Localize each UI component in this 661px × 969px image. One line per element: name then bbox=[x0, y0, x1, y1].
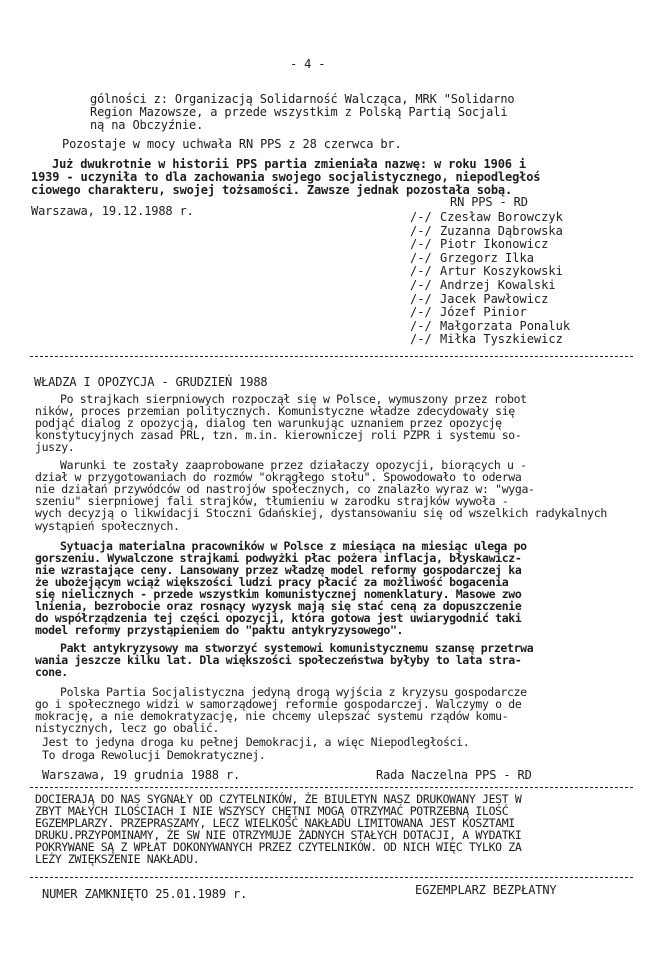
notice-line: POKRYWANE SĄ Z WPŁAT DOKONYWANYCH PRZEZ CZYTELNIKÓW. OD NICH WIĘC TYLKO ZA bbox=[35, 840, 522, 854]
article-line: model reformy przystąpieniem do "paktu antykryzysowego". bbox=[35, 623, 404, 637]
top-text-line-1: gólności z: Organizacją Solidarność Walcząca, MRK "Solidarno bbox=[90, 92, 515, 106]
signature-mark: /-/ bbox=[410, 223, 432, 238]
place-date-1: Warszawa, 19.12.1988 r. bbox=[31, 204, 194, 218]
signatory-name: Małgorzata Ponaluk bbox=[440, 318, 571, 333]
signature-mark: /-/ bbox=[410, 264, 432, 279]
article-line: Polska Partia Socjalistyczna jedyną drogą wyjścia z kryzysu gospodarcze bbox=[60, 685, 527, 699]
signatory-name: Zuzanna Dąbrowska bbox=[440, 223, 563, 238]
article-line: do współrządzenia tej części opozycji, która gotowa jest uwiarygodnić taki bbox=[35, 611, 522, 625]
signatory-name: Grzegorz Ilka bbox=[440, 250, 534, 265]
notice-line: EGZEMPLARZY. PRZEPRASZAMY, LECZ WIELKOŚĆ NAKŁADU LIMITOWANA JEST KOSZTAMI bbox=[35, 816, 515, 830]
signature-mark: /-/ bbox=[410, 305, 432, 320]
notice-line: DRUKU.PRZYPOMINAMY, ŻE SW NIE OTRZYMUJE ŻADNYCH STAŁYCH DOTACJI, A WYDATKI bbox=[35, 828, 522, 842]
signature-mark: /-/ bbox=[410, 237, 432, 252]
signature-mark: /-/ bbox=[410, 318, 432, 333]
article-line: mokrację, a nie demokratyzację, nie chcemy ulepszać systemu rządów komu- bbox=[35, 709, 509, 723]
signatory-name: Artur Koszykowski bbox=[440, 264, 563, 279]
signatories-header: RN PPS - RD bbox=[450, 195, 528, 209]
resolution-line: Pozostaje w mocy uchwała RN PPS z 28 czerwca br. bbox=[62, 137, 402, 151]
article-line: nie działań przywódców od nastrojów społecznych, co znalazło wyraz w: "wyga- bbox=[35, 482, 535, 496]
article-line: lnienia, bezrobocie oraz rosnący wyzysk mają się stać ceną za dopuszczenie bbox=[35, 599, 522, 613]
article-line: szeniu" sierpniowej fali strajków, tłumieniu w zarodku strajków wywoła - bbox=[35, 494, 509, 508]
article-signature: Rada Naczelna PPS - RD bbox=[376, 768, 532, 782]
article-line: Po strajkach sierpniowych rozpoczął się w Polsce, wymuszony przez robot bbox=[60, 392, 527, 406]
signature-mark: /-/ bbox=[410, 210, 432, 224]
top-text-line-2: Region Mazowsze, a przede wszystkim z Polską Partią Socjali bbox=[90, 105, 508, 119]
free-copy-note: EGZEMPLARZ BEZPŁATNY bbox=[415, 883, 557, 897]
article-line: podjąć dialog z opozycją, dialog ten warunkując uznaniem przez opozycję bbox=[35, 416, 502, 430]
article-line: juszy. bbox=[35, 440, 75, 454]
signature-mark: /-/ bbox=[410, 250, 432, 265]
article-line: To droga Rewolucji Demokratycznej. bbox=[42, 748, 266, 762]
article-line: wania jeszcze kilku lat. Dla większości społeczeństwa byłyby to lata stra- bbox=[35, 653, 522, 667]
signatory-name: Józef Pinior bbox=[440, 305, 527, 320]
notice-line: LEŻY ZWIĘKSZENIE NAKŁADU. bbox=[35, 852, 200, 866]
history-line-1: Już dwukrotnie w historii PPS partia zmieniała nazwę: w roku 1906 i bbox=[52, 157, 526, 171]
article-line: go i społecznego widzi w samorządowej reformie gospodarczej. Walczymy o de bbox=[35, 697, 522, 711]
signature-mark: /-/ bbox=[410, 332, 432, 347]
article-line: wych decyzją o likwidacji Stoczni Gdańskiej, dystansowaniu się od wszelkich radykalnych wystąpień społecznych. bbox=[35, 506, 607, 533]
article-line: konstytucyjnych zasad PRL, tzn. m.in. kierowniczej roli PZPR i systemu so- bbox=[35, 428, 522, 442]
separator-1 bbox=[30, 356, 633, 357]
signatory-name: Piotr Ikonowicz bbox=[440, 237, 549, 252]
article-line: Warunki te zostały zaaprobowane przez działaczy opozycji, biorących u - bbox=[60, 458, 527, 472]
history-line-2: 1939 - uczyniła to dla zachowania swojego socjalistycznego, niepodległoś bbox=[31, 170, 541, 184]
article-line: Sytuacja materialna pracowników w Polsce z miesiąca na miesiąc ulega po bbox=[60, 539, 527, 553]
signature-mark: /-/ bbox=[410, 291, 432, 306]
notice-line: DOCIERAJĄ DO NAS SYGNAŁY OD CZYTELNIKÓW, ŻE BIULETYN NASZ DRUKOWANY JEST W bbox=[35, 792, 522, 806]
article-line: się nielicznych - przede wszystkim komunistycznej nomenklatury. Masowe zwo bbox=[35, 587, 522, 601]
top-text-line-3: ną na Obczyźnie. bbox=[90, 118, 204, 132]
separator-3 bbox=[30, 877, 633, 878]
signatory-name: Andrzej Kowalski bbox=[440, 278, 556, 292]
article-line: ników, proces przemian politycznych. Komunistyczne władze zdecydowały się bbox=[35, 404, 515, 418]
article-line: Pakt antykryzysowy ma stworzyć systemowi komunistycznemu szansę przetrwa bbox=[60, 641, 534, 655]
article-line: że ubożejącym wciąż większości ludzi pracy płacić za możliwość bogacenia bbox=[35, 575, 509, 589]
notice-line: ZBYT MAŁYCH ILOŚCIACH I NIE WSZYSCY CHĘTNI MOGĄ OTRZYMAĆ POTRZEBNĄ ILOŚĆ bbox=[35, 804, 509, 818]
signatory-name: Czesław Borowczyk bbox=[440, 210, 563, 224]
article-line: gorszeniu. Wywalczone strajkami podwyżki płac pożera inflacja, błyskawicz- bbox=[35, 551, 522, 565]
article-line: nistycznych, lecz go obalić. bbox=[35, 721, 220, 735]
place-date-2: Warszawa, 19 grudnia 1988 r. bbox=[42, 768, 241, 782]
signatory-name: Jacek Pawłowicz bbox=[440, 291, 549, 306]
signature-mark: /-/ bbox=[410, 278, 432, 292]
article-heading: WŁADZA I OPOZYCJA - GRUDZIEŃ 1988 bbox=[34, 375, 268, 389]
separator-2 bbox=[30, 787, 633, 788]
signatory-name: Miłka Tyszkiewicz bbox=[440, 332, 563, 347]
page-number: - 4 - bbox=[290, 57, 326, 71]
closing-date: NUMER ZAMKNIĘTO 25.01.1989 r. bbox=[42, 887, 248, 901]
article-line: cone. bbox=[35, 665, 68, 679]
history-line-3: ciowego charakteru, swojej tożsamości. Zawsze jednak pozostała sobą. bbox=[31, 183, 513, 197]
article-line: Jest to jedyna droga ku pełnej Demokracji, a więc Niepodległości. bbox=[42, 735, 470, 749]
article-line: nie wzrastające ceny. Lansowany przez władzę model reformy gospodarczej ka bbox=[35, 563, 522, 577]
article-line: dział w przygotowaniach do rozmów "okrągłego stołu". Spowodowało to oderwa bbox=[35, 470, 522, 484]
